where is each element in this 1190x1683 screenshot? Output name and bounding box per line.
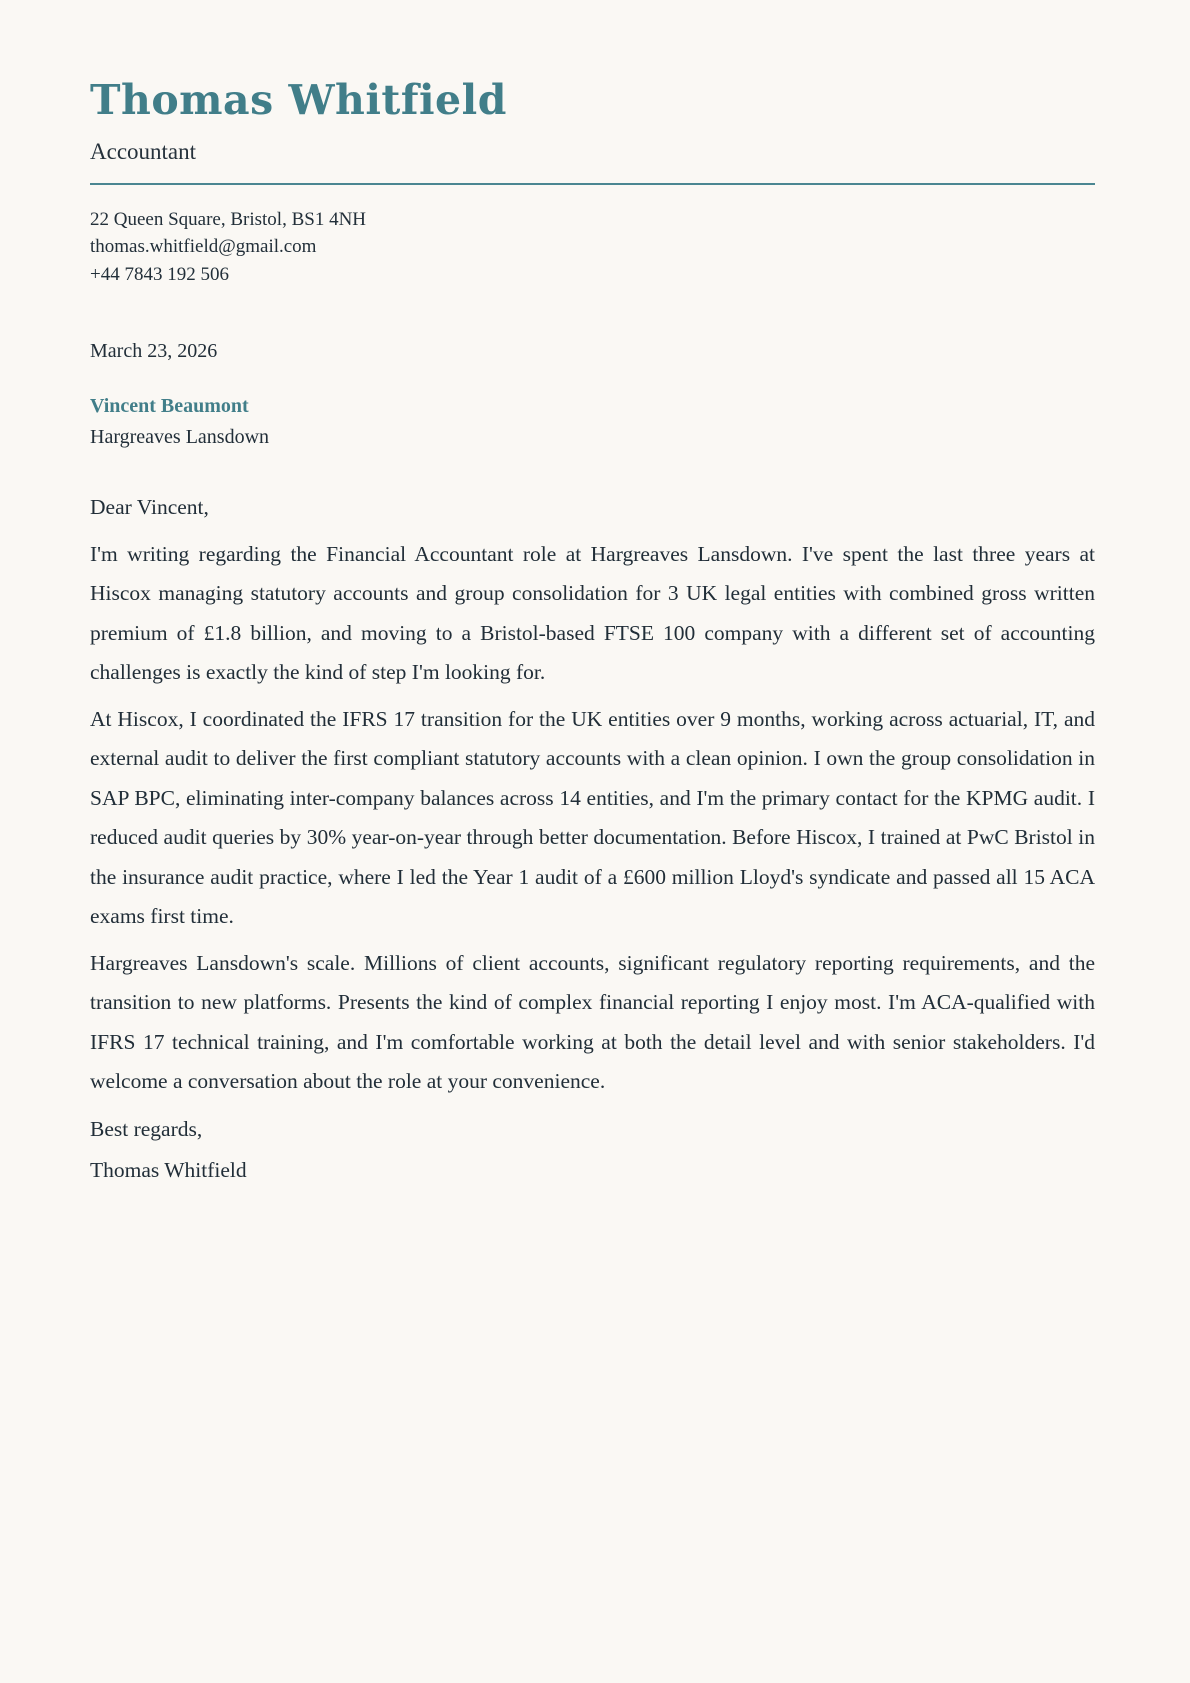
recipient-company: Hargreaves Lansdown <box>90 426 270 449</box>
signature-name: Thomas Whitfield <box>90 1158 247 1183</box>
salutation: Dear Vincent, <box>90 495 209 520</box>
contact-email: thomas.whitfield@gmail.com <box>90 236 317 258</box>
letter-header <box>90 78 1095 288</box>
contact-address: 22 Queen Square, Bristol, BS1 4NH <box>90 208 367 230</box>
recipient-block <box>90 391 1095 453</box>
body-paragraph-2: At Hiscox, I coordinated the IFRS 17 transition for the UK entities over 9 months, working across actuarial, IT, and external audit to deliver the first compliant statutory accounts with a clean opinion. I own the group consolidation in SAP BPC, eliminating inter-company balances across 14 entities, and I'm the primary contact for the KPMG audit. I reduced audit queries by 30% year-on-year through better documentation. Before Hiscox, I trained at PwC Bristol in the insurance audit practice, where I led the Year 1 audit of a £600 million Lloyd's syndicate and passed all 15 ACA exams first time. <box>90 706 1095 929</box>
contact-block <box>90 206 1095 289</box>
header-divider <box>90 183 1095 185</box>
sender-job-title: Accountant <box>90 139 197 165</box>
letter-body <box>90 338 1095 1191</box>
contact-phone: +44 7843 192 506 <box>90 263 229 285</box>
recipient-name: Vincent Beaumont <box>90 395 249 418</box>
letter-date: March 23, 2026 <box>90 340 218 363</box>
sender-name: Thomas Whitfield <box>90 76 507 124</box>
body-paragraph-3: Hargreaves Lansdown's scale. Millions of client accounts, significant regulatory reporting requirements, and the transition to new platforms. Presents the kind of complex financial reporting I enjoy most. I'm ACA-qualified with IFRS 17 technical training, and I'm comfortable working at both the detail level and with senior stakeholders. I'd welcome a conversation about the role at your convenience. <box>90 950 1095 1094</box>
body-paragraph-1: I'm writing regarding the Financial Accountant role at Hargreaves Lansdown. I've spent the last three years at Hiscox managing statutory accounts and group consolidation for 3 UK legal entities with combined gross written premium of £1.8 billion, and moving to a Bristol-based FTSE 100 company with a different set of accounting challenges is exactly the kind of step I'm looking for. <box>90 541 1095 685</box>
closing: Best regards, <box>90 1116 203 1141</box>
